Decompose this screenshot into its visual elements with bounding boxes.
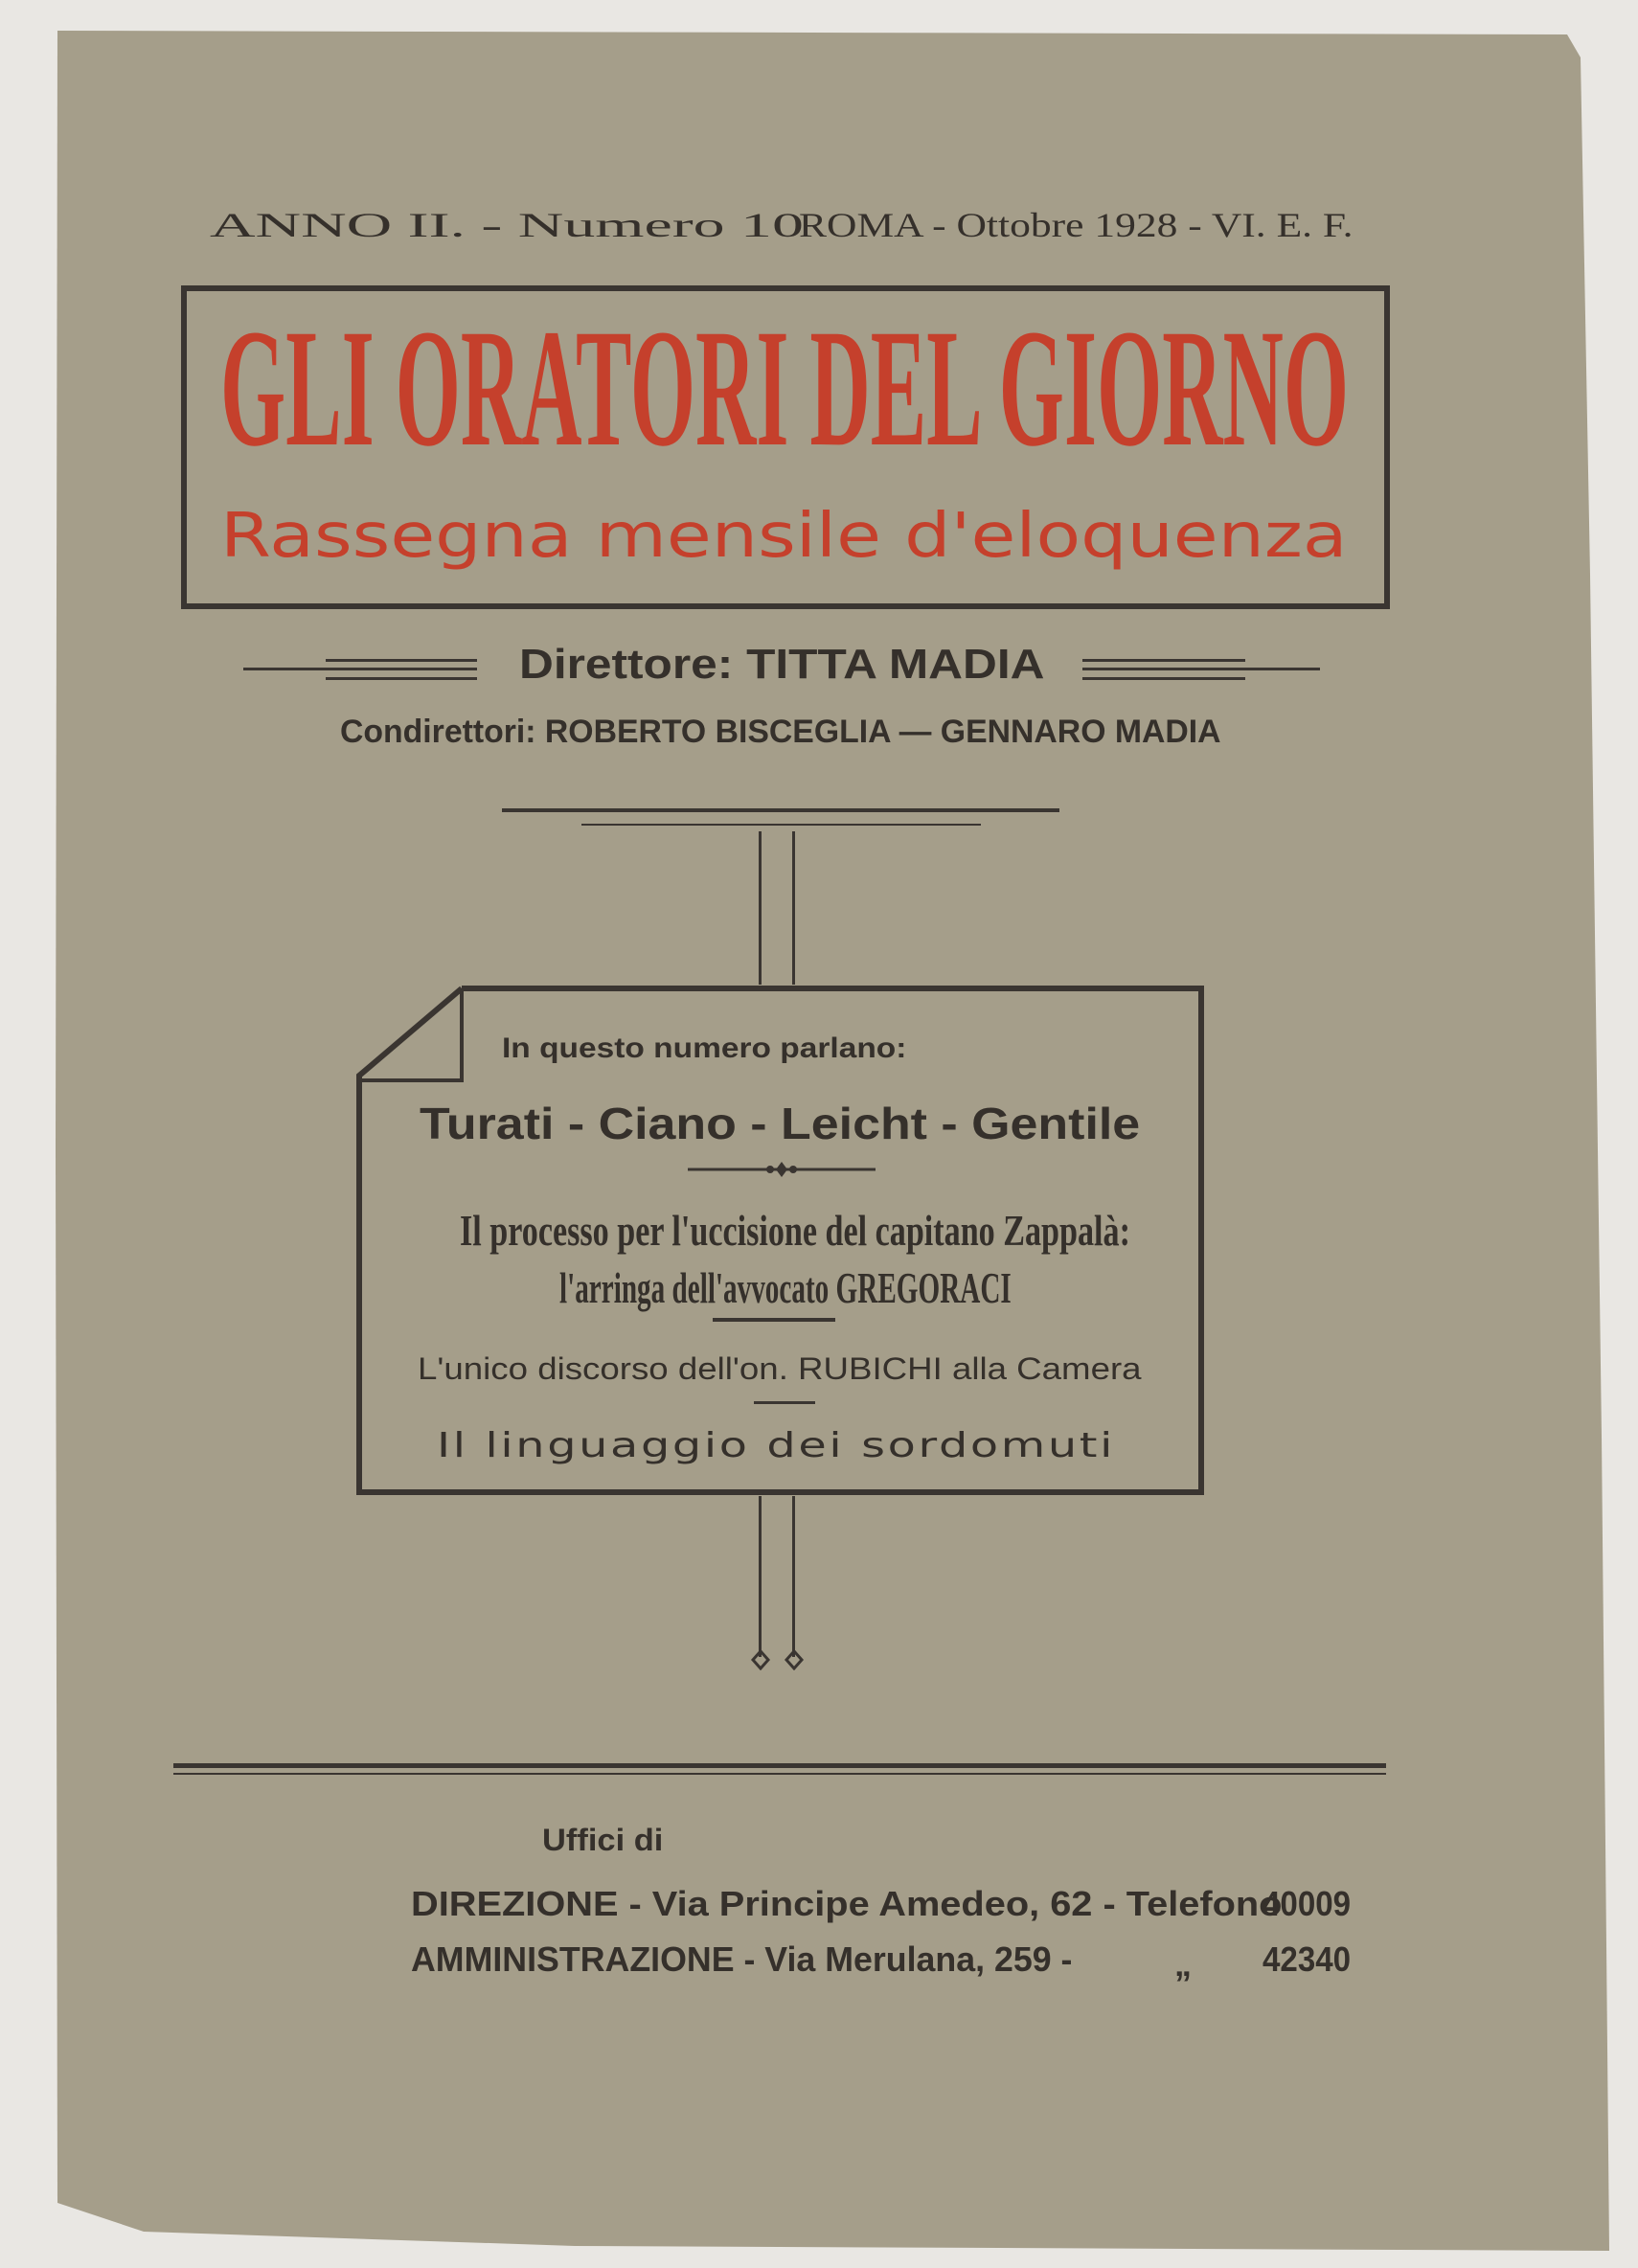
offices-heading: Uffici di xyxy=(542,1823,664,1857)
post-line xyxy=(792,1496,795,1657)
post-line xyxy=(759,1496,762,1657)
direzione-phone: 40009 xyxy=(1263,1884,1352,1923)
post-line xyxy=(759,831,762,985)
divider xyxy=(581,824,981,826)
post-finial-ornament xyxy=(747,1649,808,1670)
amministrazione-phone: 42340 xyxy=(1263,1939,1352,1979)
divider xyxy=(502,808,1059,812)
ornament-rule xyxy=(1082,659,1245,662)
ornament-rule xyxy=(1082,668,1320,670)
sign-language-article: Il linguaggio dei sordomuti xyxy=(437,1426,1116,1465)
rubichi-speech: L'unico discorso dell'on. RUBICHI alla Camera xyxy=(418,1351,1142,1386)
fleuron-divider xyxy=(686,1161,877,1178)
director: Direttore: TITTA MADIA xyxy=(519,641,1045,688)
place-date: ROMA - Ottobre 1928 - VI. E. F. xyxy=(799,206,1354,244)
ornament-rule xyxy=(326,659,477,662)
trial-subheadline: l'arringa dell'avvocato GREGORACI xyxy=(559,1263,1012,1312)
trial-headline: Il processo per l'uccisione del capitano Zappalà: xyxy=(460,1206,1130,1255)
divider xyxy=(754,1401,815,1404)
footer-rule xyxy=(173,1763,1386,1768)
magazine-title: GLI ORATORI DEL GIORNO xyxy=(220,295,1350,482)
amministrazione-address: AMMINISTRAZIONE - Via Merulana, 259 - xyxy=(411,1939,1073,1979)
divider xyxy=(713,1318,835,1322)
post-line xyxy=(792,831,795,985)
magazine-subtitle: Rassegna mensile d'eloquenza xyxy=(220,501,1348,572)
co-directors: Condirettori: ROBERTO BISCEGLIA — GENNARO MADIA xyxy=(340,714,1221,750)
speakers-list: Turati - Ciano - Leicht - Gentile xyxy=(420,1099,1141,1148)
footer-rule xyxy=(173,1773,1386,1775)
ornament-rule xyxy=(1082,677,1245,680)
ditto-mark: „ xyxy=(1174,1944,1192,1984)
contents-intro: In questo numero parlano: xyxy=(502,1032,907,1064)
issue-number: ANNO II. - Numero 10 xyxy=(210,206,804,244)
ornament-rule xyxy=(326,677,477,680)
direzione-address: DIREZIONE - Via Principe Amedeo, 62 - Telefono xyxy=(411,1884,1283,1923)
ornament-rule xyxy=(243,668,477,670)
